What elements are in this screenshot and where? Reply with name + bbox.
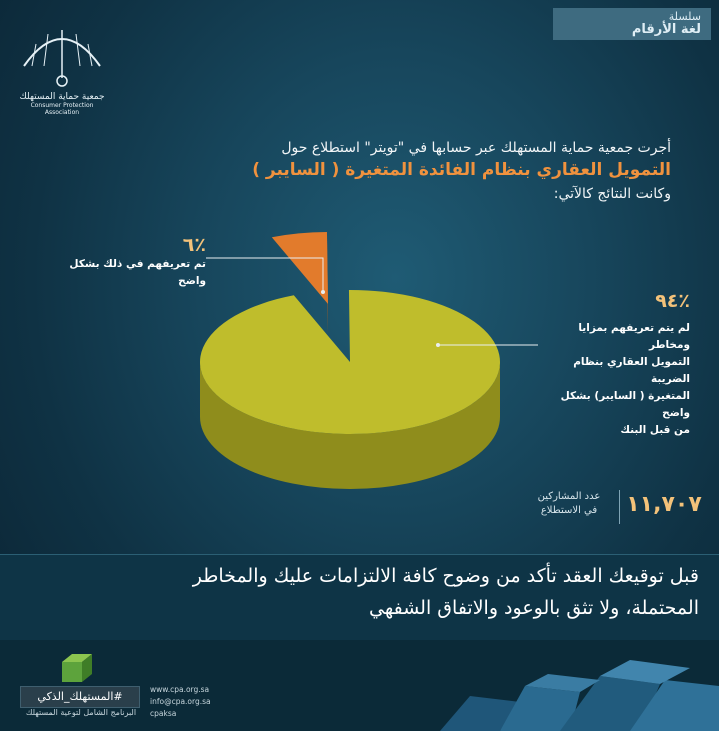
intro-line1: أجرت جمعية حماية المستهلك عبر حسابها في "تويتر" استطلاع حول (281, 140, 671, 156)
small-slice-label (40, 234, 206, 290)
big-slice-line2: التمويل العقاري بنظام الضريبة (573, 356, 690, 385)
big-slice-pct: ٪٩٤ (655, 290, 690, 312)
footer (0, 640, 719, 731)
participants-divider (619, 490, 620, 524)
email-link[interactable]: info@cpa.org.sa (150, 697, 211, 706)
small-slice-text: تم تعريفهم في ذلك بشكل واضح (69, 258, 206, 287)
logo-name-ar: جمعية حماية المستهلك (19, 92, 105, 102)
pie-major-slice (200, 290, 500, 434)
small-slice-pct: ٪٦ (182, 234, 206, 256)
participants-label-line1: عدد المشاركين (537, 491, 601, 502)
participants-label (524, 490, 614, 518)
big-slice-label (540, 290, 690, 439)
website-link[interactable]: www.cpa.org.sa (150, 685, 210, 694)
intro-line2: التمويل العقاري بنظام الفائدة المتغيرة ( السايبر ) (252, 160, 671, 180)
advice-line1: قبل توقيعك العقد تأكد من وضوح كافة الالتزامات عليك والمخاطر (192, 565, 699, 587)
logo-name-en: Consumer Protection Association (30, 102, 94, 116)
advice-text (19, 560, 699, 624)
series-tag-line2: لغة الأرقام (631, 22, 701, 37)
big-slice-line1: لم يتم تعريفهم بمزايا ومخاطر (578, 322, 690, 351)
participants-count: ١١,٧٠٧ (626, 492, 702, 517)
twitter-handle[interactable]: cpaksa (150, 709, 177, 718)
big-slice-line3: المتغيرة ( السايبر) بشكل واضح (560, 390, 690, 419)
pie-layer (200, 232, 500, 489)
participants-label-line2: في الاستطلاع (540, 505, 598, 516)
program-title: #المستهلك_الذكي (20, 686, 140, 708)
leader-dot-big (436, 343, 440, 347)
advice-line2: المحتملة، ولا تثق بالوعود والاتفاق الشفهي (369, 597, 699, 619)
contacts (150, 684, 260, 720)
leader-dot-small (321, 290, 325, 294)
big-slice-line4: من قبل البنك (620, 424, 690, 436)
intro-line3: وكانت النتائج كالآتي: (553, 186, 671, 202)
series-tag-line1: سلسلة (668, 10, 701, 23)
program-subtitle: البرنامج الشامل لتوعية المستهلك (25, 708, 137, 717)
pie-minor-slice (272, 232, 328, 304)
